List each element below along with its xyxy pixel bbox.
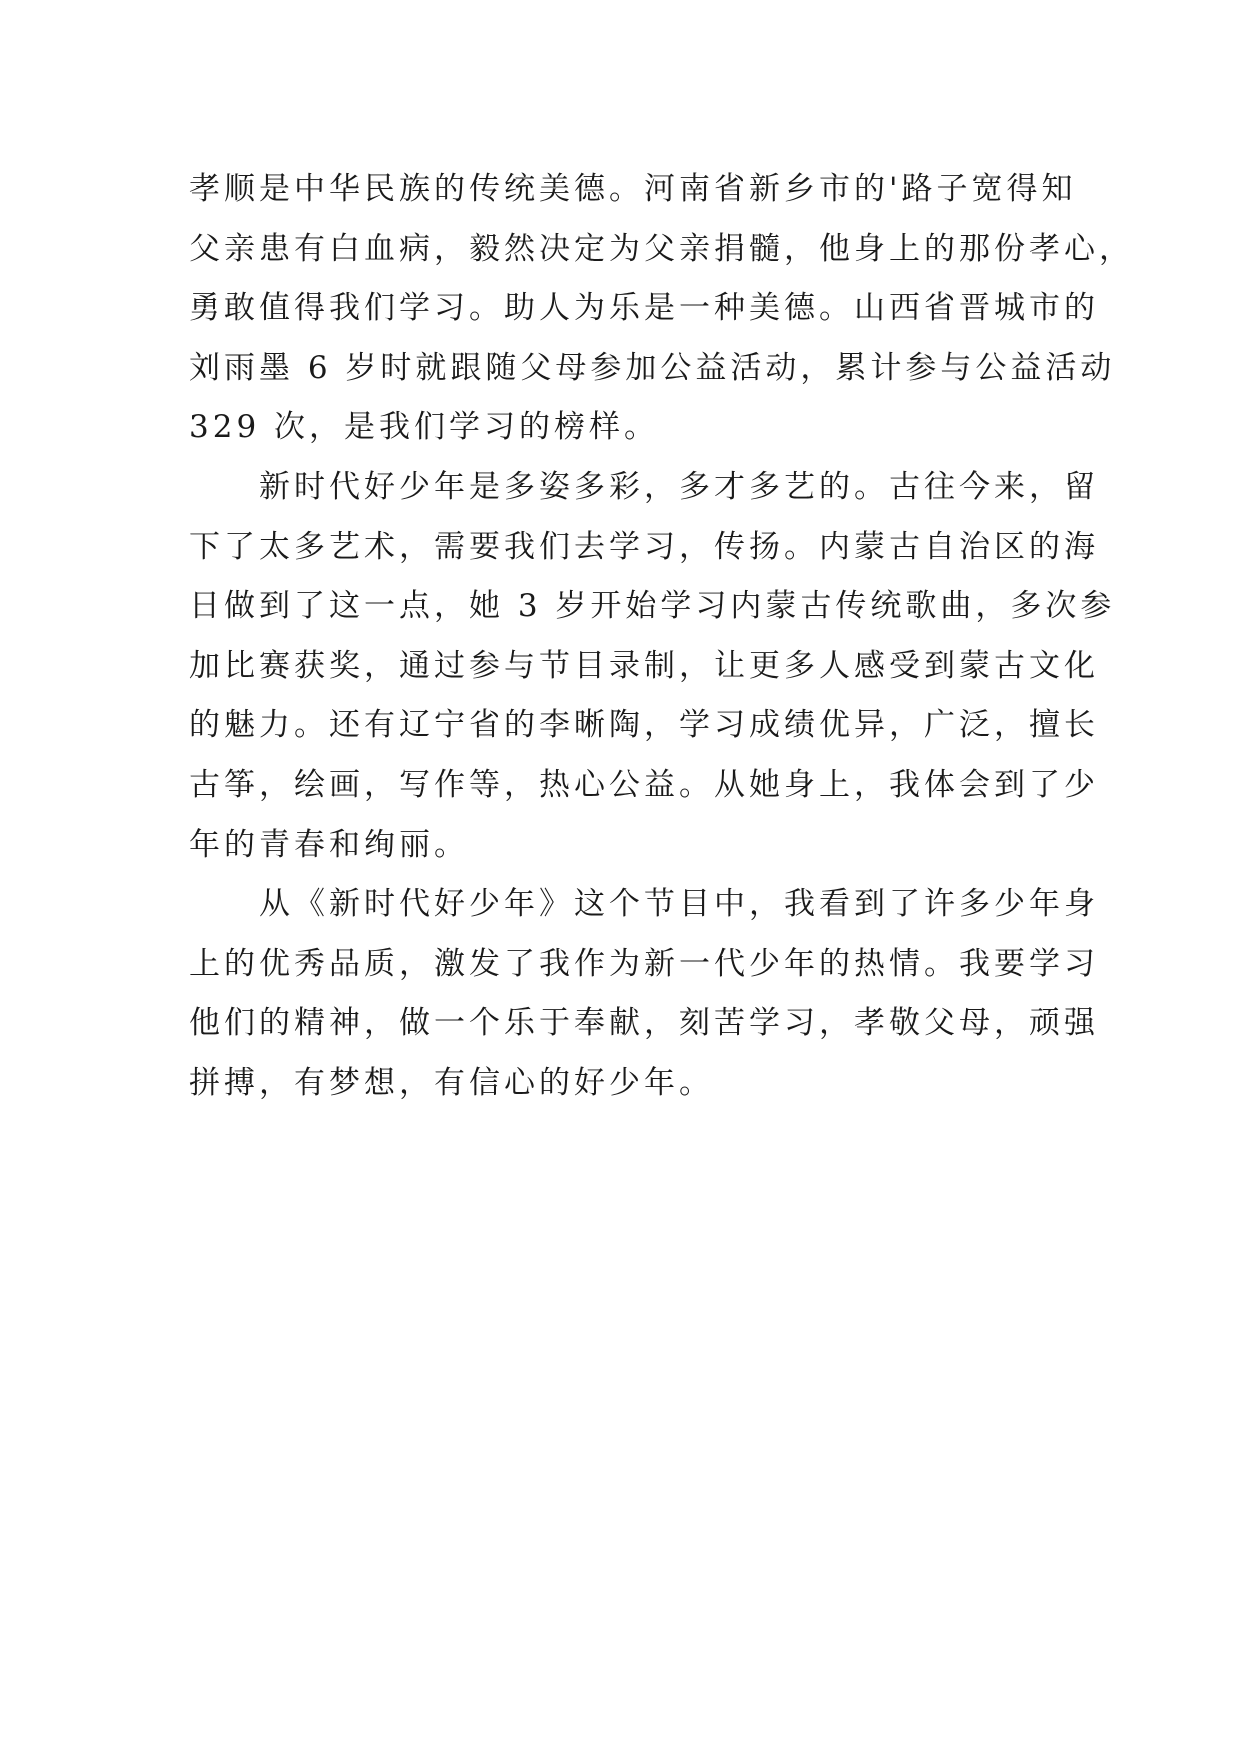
text-line: 的魅力。还有辽宁省的李晰陶，学习成绩优异，广泛，擅长 bbox=[189, 707, 1099, 744]
text-line: 下了太多艺术，需要我们去学习，传扬。内蒙古自治区的海 bbox=[189, 528, 1099, 565]
paragraph-3 bbox=[189, 875, 1099, 1113]
text-line: 从《新时代好少年》这个节目中，我看到了许多少年身 bbox=[259, 886, 1099, 923]
document-body bbox=[189, 160, 1134, 1114]
text-line: 古筝，绘画，写作等，热心公益。从她身上，我体会到了少 bbox=[189, 766, 1099, 803]
paragraph-1 bbox=[189, 160, 1134, 458]
text-line: 父亲患有白血病，毅然决定为父亲捐髓，他身上的那份孝心， bbox=[189, 230, 1134, 267]
text-line: 刘雨墨 6 岁时就跟随父母参加公益活动，累计参与公益活动 bbox=[189, 349, 1116, 386]
text-line: 加比赛获奖，通过参与节目录制，让更多人感受到蒙古文化 bbox=[189, 647, 1099, 684]
text-line: 他们的精神，做一个乐于奉献，刻苦学习，孝敬父母，顽强 bbox=[189, 1005, 1099, 1042]
text-line: 上的优秀品质，激发了我作为新一代少年的热情。我要学习 bbox=[189, 945, 1099, 982]
text-line: 年的青春和绚丽。 bbox=[189, 826, 469, 863]
paragraph-2 bbox=[189, 458, 1116, 875]
text-line: 329 次，是我们学习的榜样。 bbox=[189, 409, 660, 446]
text-line: 孝顺是中华民族的传统美德。河南省新乡市的'路子宽得知 bbox=[189, 171, 1077, 207]
text-line: 勇敢值得我们学习。助人为乐是一种美德。山西省晋城市的 bbox=[189, 290, 1099, 327]
text-line: 新时代好少年是多姿多彩，多才多艺的。古往今来，留 bbox=[259, 468, 1099, 505]
text-line: 拼搏，有梦想，有信心的好少年。 bbox=[189, 1064, 714, 1101]
text-line: 日做到了这一点，她 3 岁开始学习内蒙古传统歌曲，多次参 bbox=[189, 588, 1116, 625]
